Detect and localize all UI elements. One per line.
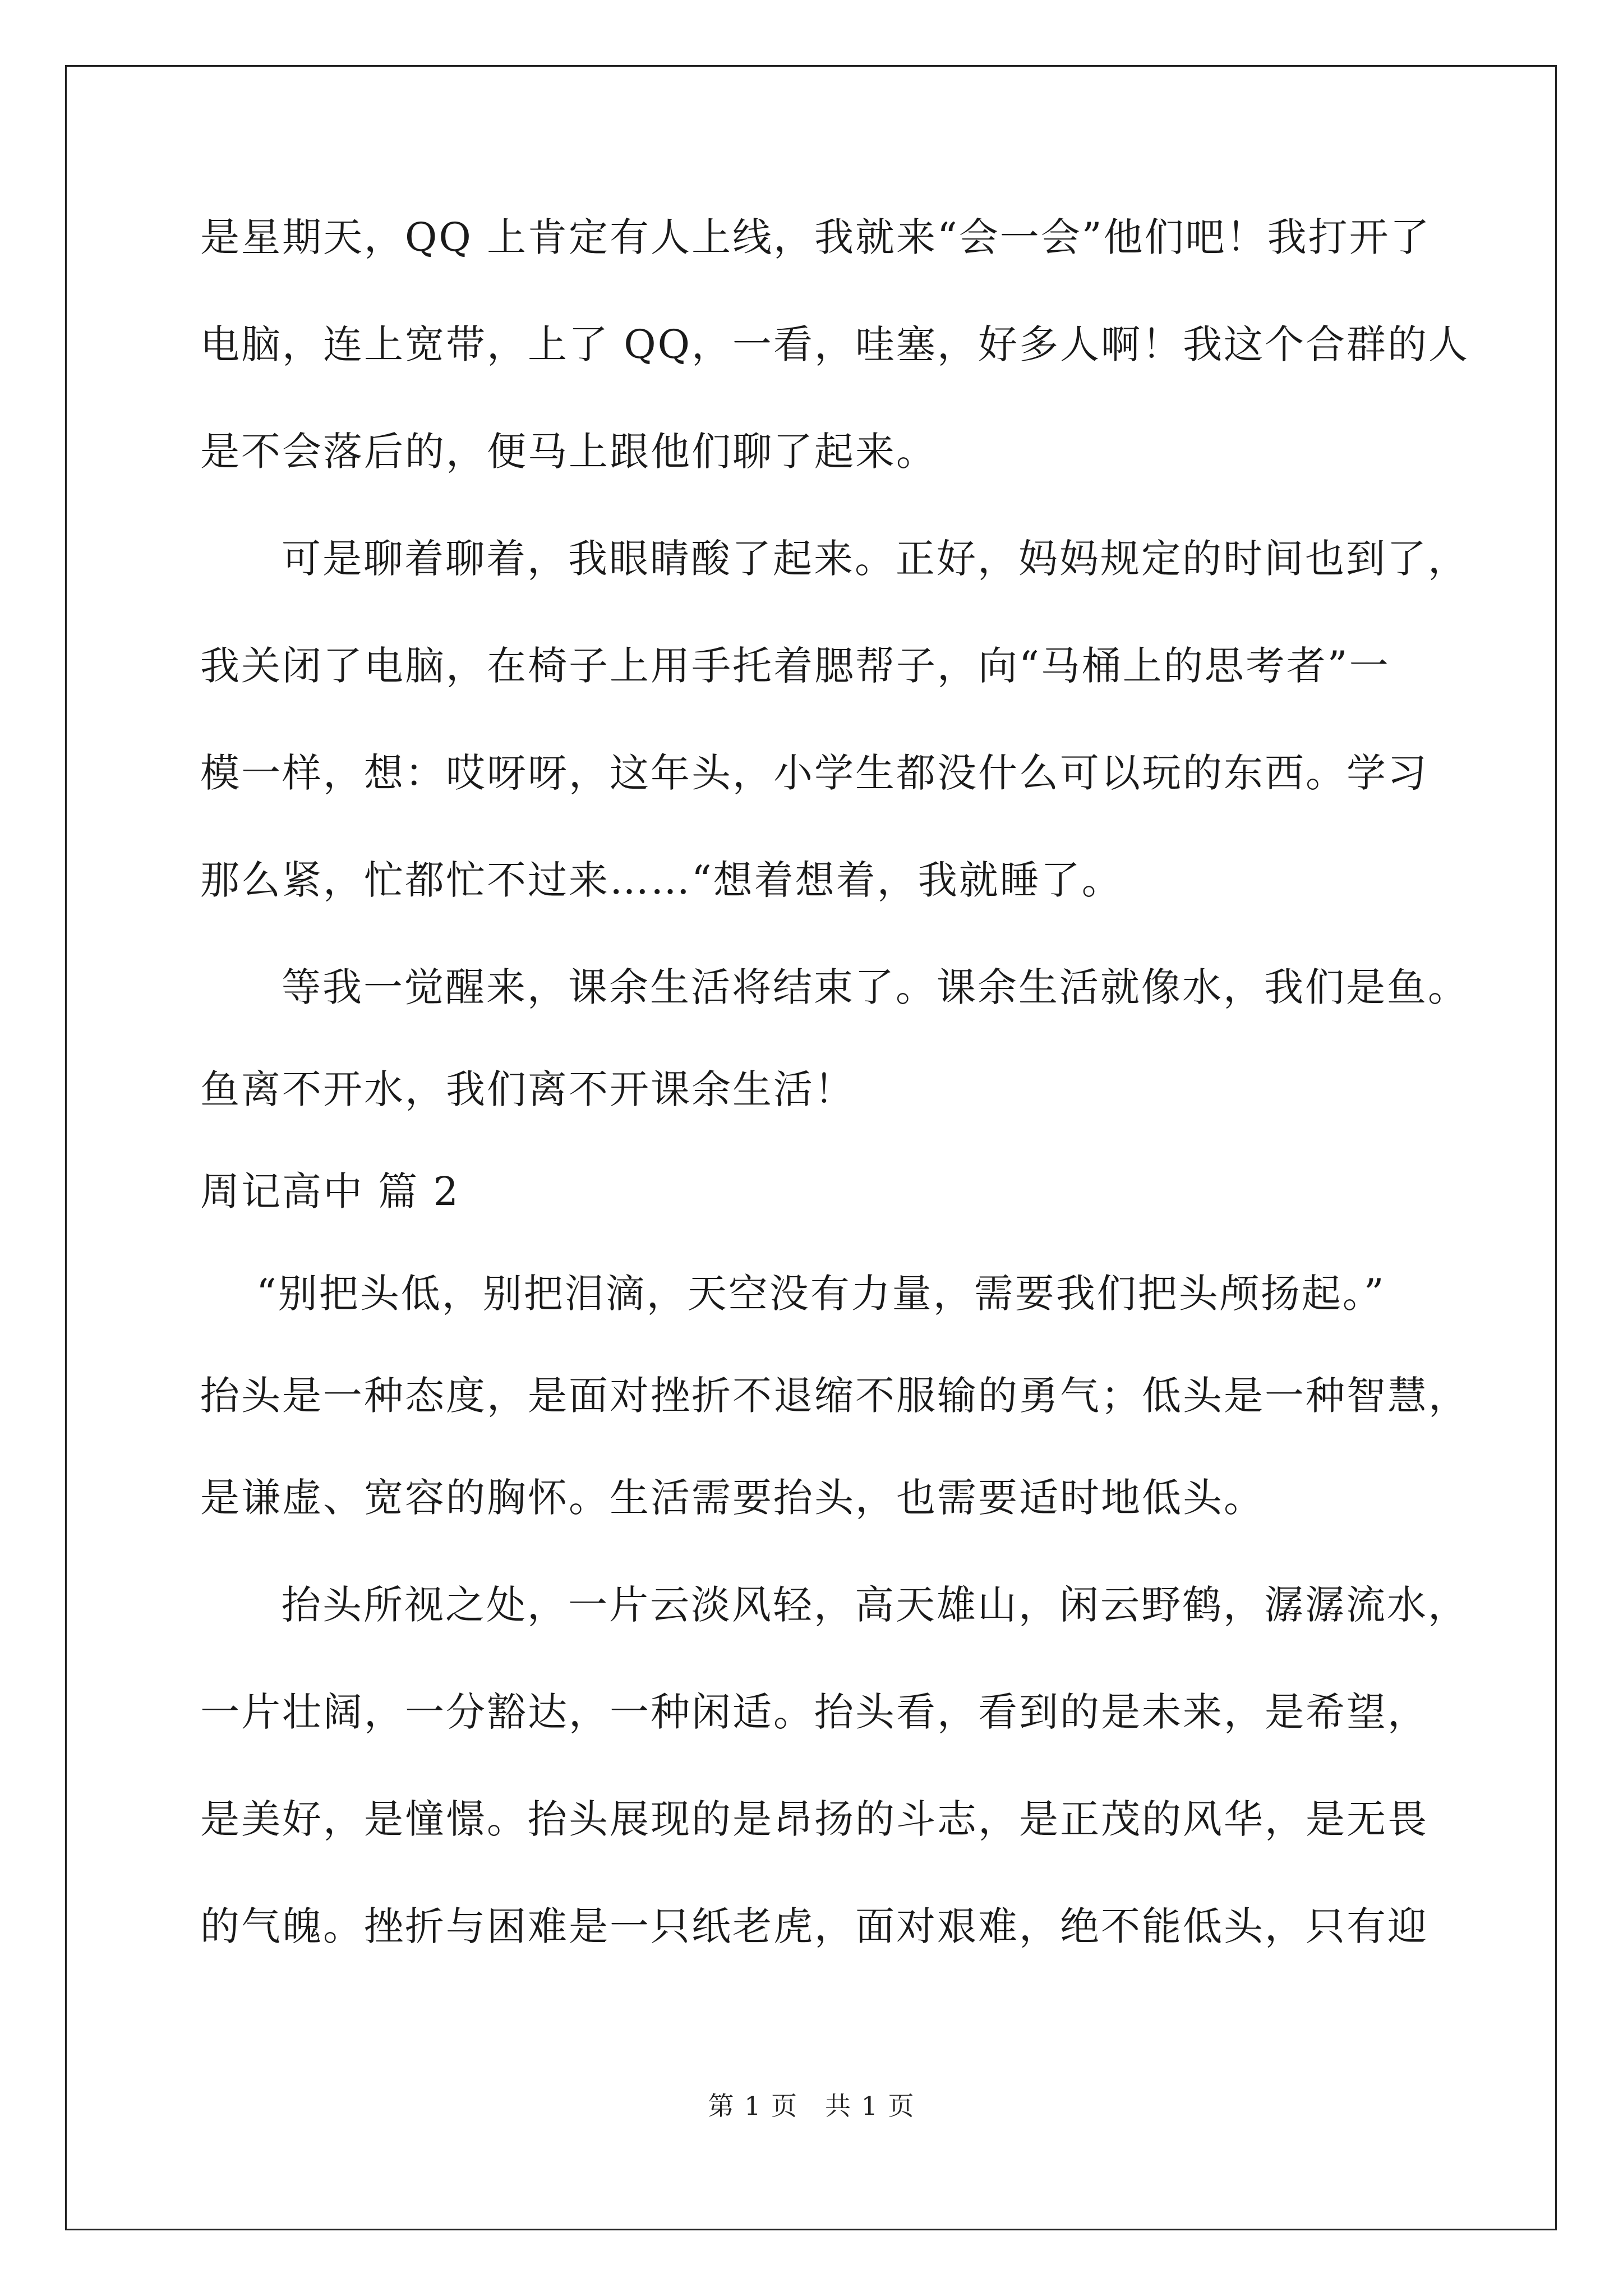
text-line: 抬头是一种态度，是面对挫折不退缩不服输的勇气；低头是一种智慧， [200,1373,1469,1419]
text-line: 的气魄。挫折与困难是一只纸老虎，面对艰难，绝不能低头，只有迎 [200,1903,1428,1949]
text-line: 是不会落后的，便马上跟他们聊了起来。 [200,429,937,475]
text-line: 是星期天，QQ 上肯定有人上线，我就来“会一会”他们吧！我打开了 [200,214,1431,260]
text-line: 模一样，想：哎呀呀，这年头，小学生都没什么可以玩的东西。学习 [200,750,1428,796]
text-line: 一片壮阔，一分豁达，一种闲适。抬头看，看到的是未来，是希望， [200,1689,1428,1735]
text-line: 鱼离不开水，我们离不开课余生活！ [200,1066,855,1112]
text-line: 那么紧，忙都忙不过来……“想着想着，我就睡了。 [200,857,1123,903]
paragraph-first-line: 抬头所视之处，一片云淡风轻，高天雄山，闲云野鹤，潺潺流水， [282,1582,1469,1628]
page-number: 第 1 页 共 1 页 [708,2091,915,2121]
paragraph-first-line: “别把头低，别把泪滴，天空没有力量，需要我们把头颅扬起。” [256,1271,1386,1317]
paragraph-first-line: 可是聊着聊着，我眼睛酸了起来。正好，妈妈规定的时间也到了， [282,536,1469,582]
text-line: 是美好，是憧憬。抬头展现的是昂扬的斗志，是正茂的风华，是无畏 [200,1796,1428,1842]
paragraph-first-line: 等我一觉醒来，课余生活将结束了。课余生活就像水，我们是鱼。 [282,964,1469,1010]
document-body [200,210,1470,1953]
text-line: 是谦虚、宽容的胸怀。生活需要抬头，也需要适时地低头。 [200,1475,1265,1521]
text-line: 我关闭了电脑，在椅子上用手托着腮帮子，向“马桶上的思考者”一 [200,643,1390,689]
text-line: 电脑，连上宽带，上了 QQ，一看，哇塞，好多人啊！我这个合群的人 [200,321,1470,367]
section-heading: 周记高中 篇 2 [200,1168,460,1214]
